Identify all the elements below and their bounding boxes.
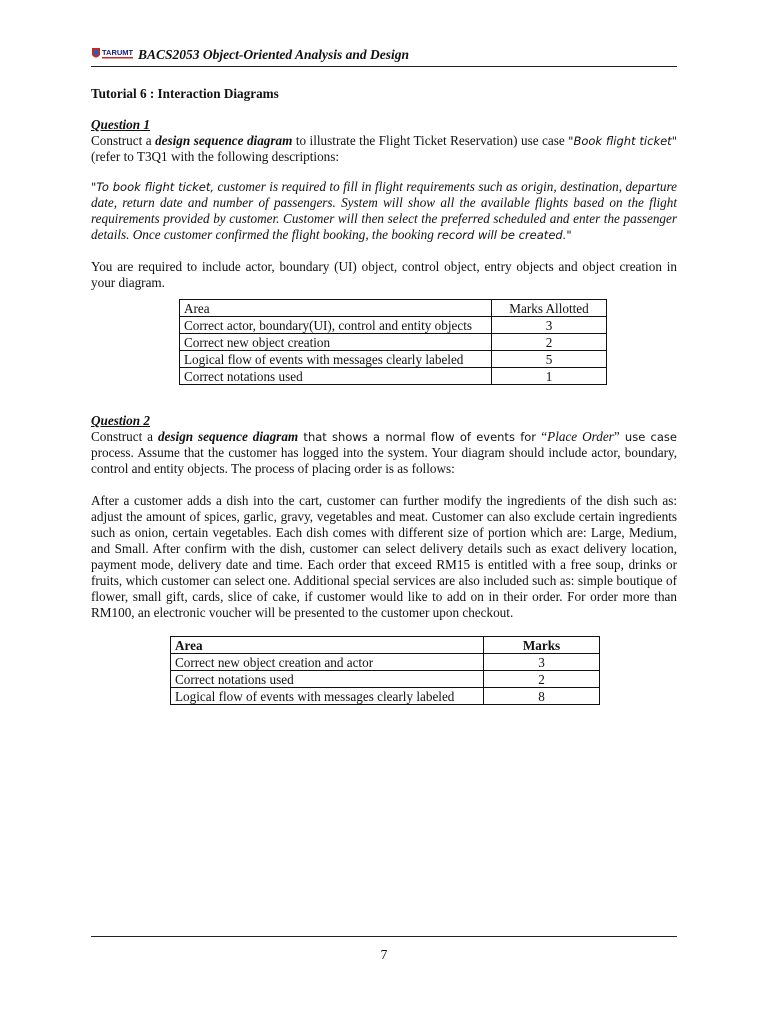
question-2-intro: Construct a design sequence diagram that shows a normal flow of events for “Place Order” use case process. Assume that the customer has logged into the system. Your diagram should include actor, boundary, control and entity objects. The process of placing order is as follows:	[91, 429, 677, 476]
tutorial-title: Tutorial 6 : Interaction Diagrams	[91, 86, 279, 101]
header-cell: Area	[171, 637, 484, 654]
table-row	[180, 368, 607, 385]
question-1-marks-table	[179, 299, 607, 385]
table-row	[171, 654, 600, 671]
marks-cell: 2	[484, 671, 600, 688]
university-logo	[91, 46, 135, 62]
table-row	[180, 334, 607, 351]
table-row	[180, 351, 607, 368]
marks-cell: 2	[492, 334, 607, 351]
footer-divider	[91, 936, 677, 937]
table-row	[180, 317, 607, 334]
marks-cell: 3	[484, 654, 600, 671]
table-header-row	[180, 300, 607, 317]
area-cell: Logical flow of events with messages clearly labeled	[180, 351, 492, 368]
page-header	[91, 44, 677, 67]
logo-text: TARUMT	[102, 48, 134, 57]
question-2-title: Question 2	[91, 413, 150, 428]
header-cell: Marks Allotted	[492, 300, 607, 317]
marks-cell: 1	[492, 368, 607, 385]
marks-cell: 8	[484, 688, 600, 705]
marks-cell: 3	[492, 317, 607, 334]
course-title: BACS2053 Object-Oriented Analysis and Design	[138, 47, 410, 62]
area-cell: Logical flow of events with messages clearly labeled	[171, 688, 484, 705]
header-cell: Marks	[484, 637, 600, 654]
question-2-process: After a customer adds a dish into the cart, customer can further modify the ingredients of the dish such as: adjust the amount of spices, garlic, gravy, vegetables and meat. Customer can also exclude certain ingredients such as onion, certain vegetables. Each dish comes with different size of portion which are: Large, Medium, and Small. After confirm with the dish, customer can select delivery details such as exact delivery location, payment mode, delivery date and time. Each order that exceed RM15 is entitled with a free soup, drinks or fruits, which customer can select one. Additional special services are also included such as: simple boutique of flower, small gift, cards, slice of cake, if customer would like to add on in their order. For order more than RM100, an electronic voucher will be presented to the customer upon checkout.	[91, 493, 677, 620]
page-content	[91, 86, 677, 705]
area-cell: Correct actor, boundary(UI), control and entity objects	[180, 317, 492, 334]
area-cell: Correct new object creation	[180, 334, 492, 351]
question-1-intro: Construct a design sequence diagram to illustrate the Flight Ticket Reservation) use case "Book flight ticket" (refer to T3Q1 with the following descriptions:	[91, 133, 677, 164]
header-cell: Area	[180, 300, 492, 317]
area-cell: Correct notations used	[180, 368, 492, 385]
question-1-instruction: You are required to include actor, boundary (UI) object, control object, entry objects and object creation in your diagram.	[91, 259, 677, 290]
area-cell: Correct new object creation and actor	[171, 654, 484, 671]
table-header-row	[171, 637, 600, 654]
table-row	[171, 688, 600, 705]
question-1-description: "To book flight ticket, customer is required to fill in flight requirements such as origin, destination, departure date, return date and number of passengers. System will show all the available flights based on the flight requirements provided by customer. Customer will then select the preferred scheduled and enter the passenger details. Once customer confirmed the flight booking, the booking record will be created."	[91, 179, 677, 242]
area-cell: Correct notations used	[171, 671, 484, 688]
marks-cell: 5	[492, 351, 607, 368]
page-number: 7	[380, 947, 388, 962]
table-row	[171, 671, 600, 688]
question-2-marks-table	[170, 636, 600, 705]
question-1-title: Question 1	[91, 117, 150, 132]
